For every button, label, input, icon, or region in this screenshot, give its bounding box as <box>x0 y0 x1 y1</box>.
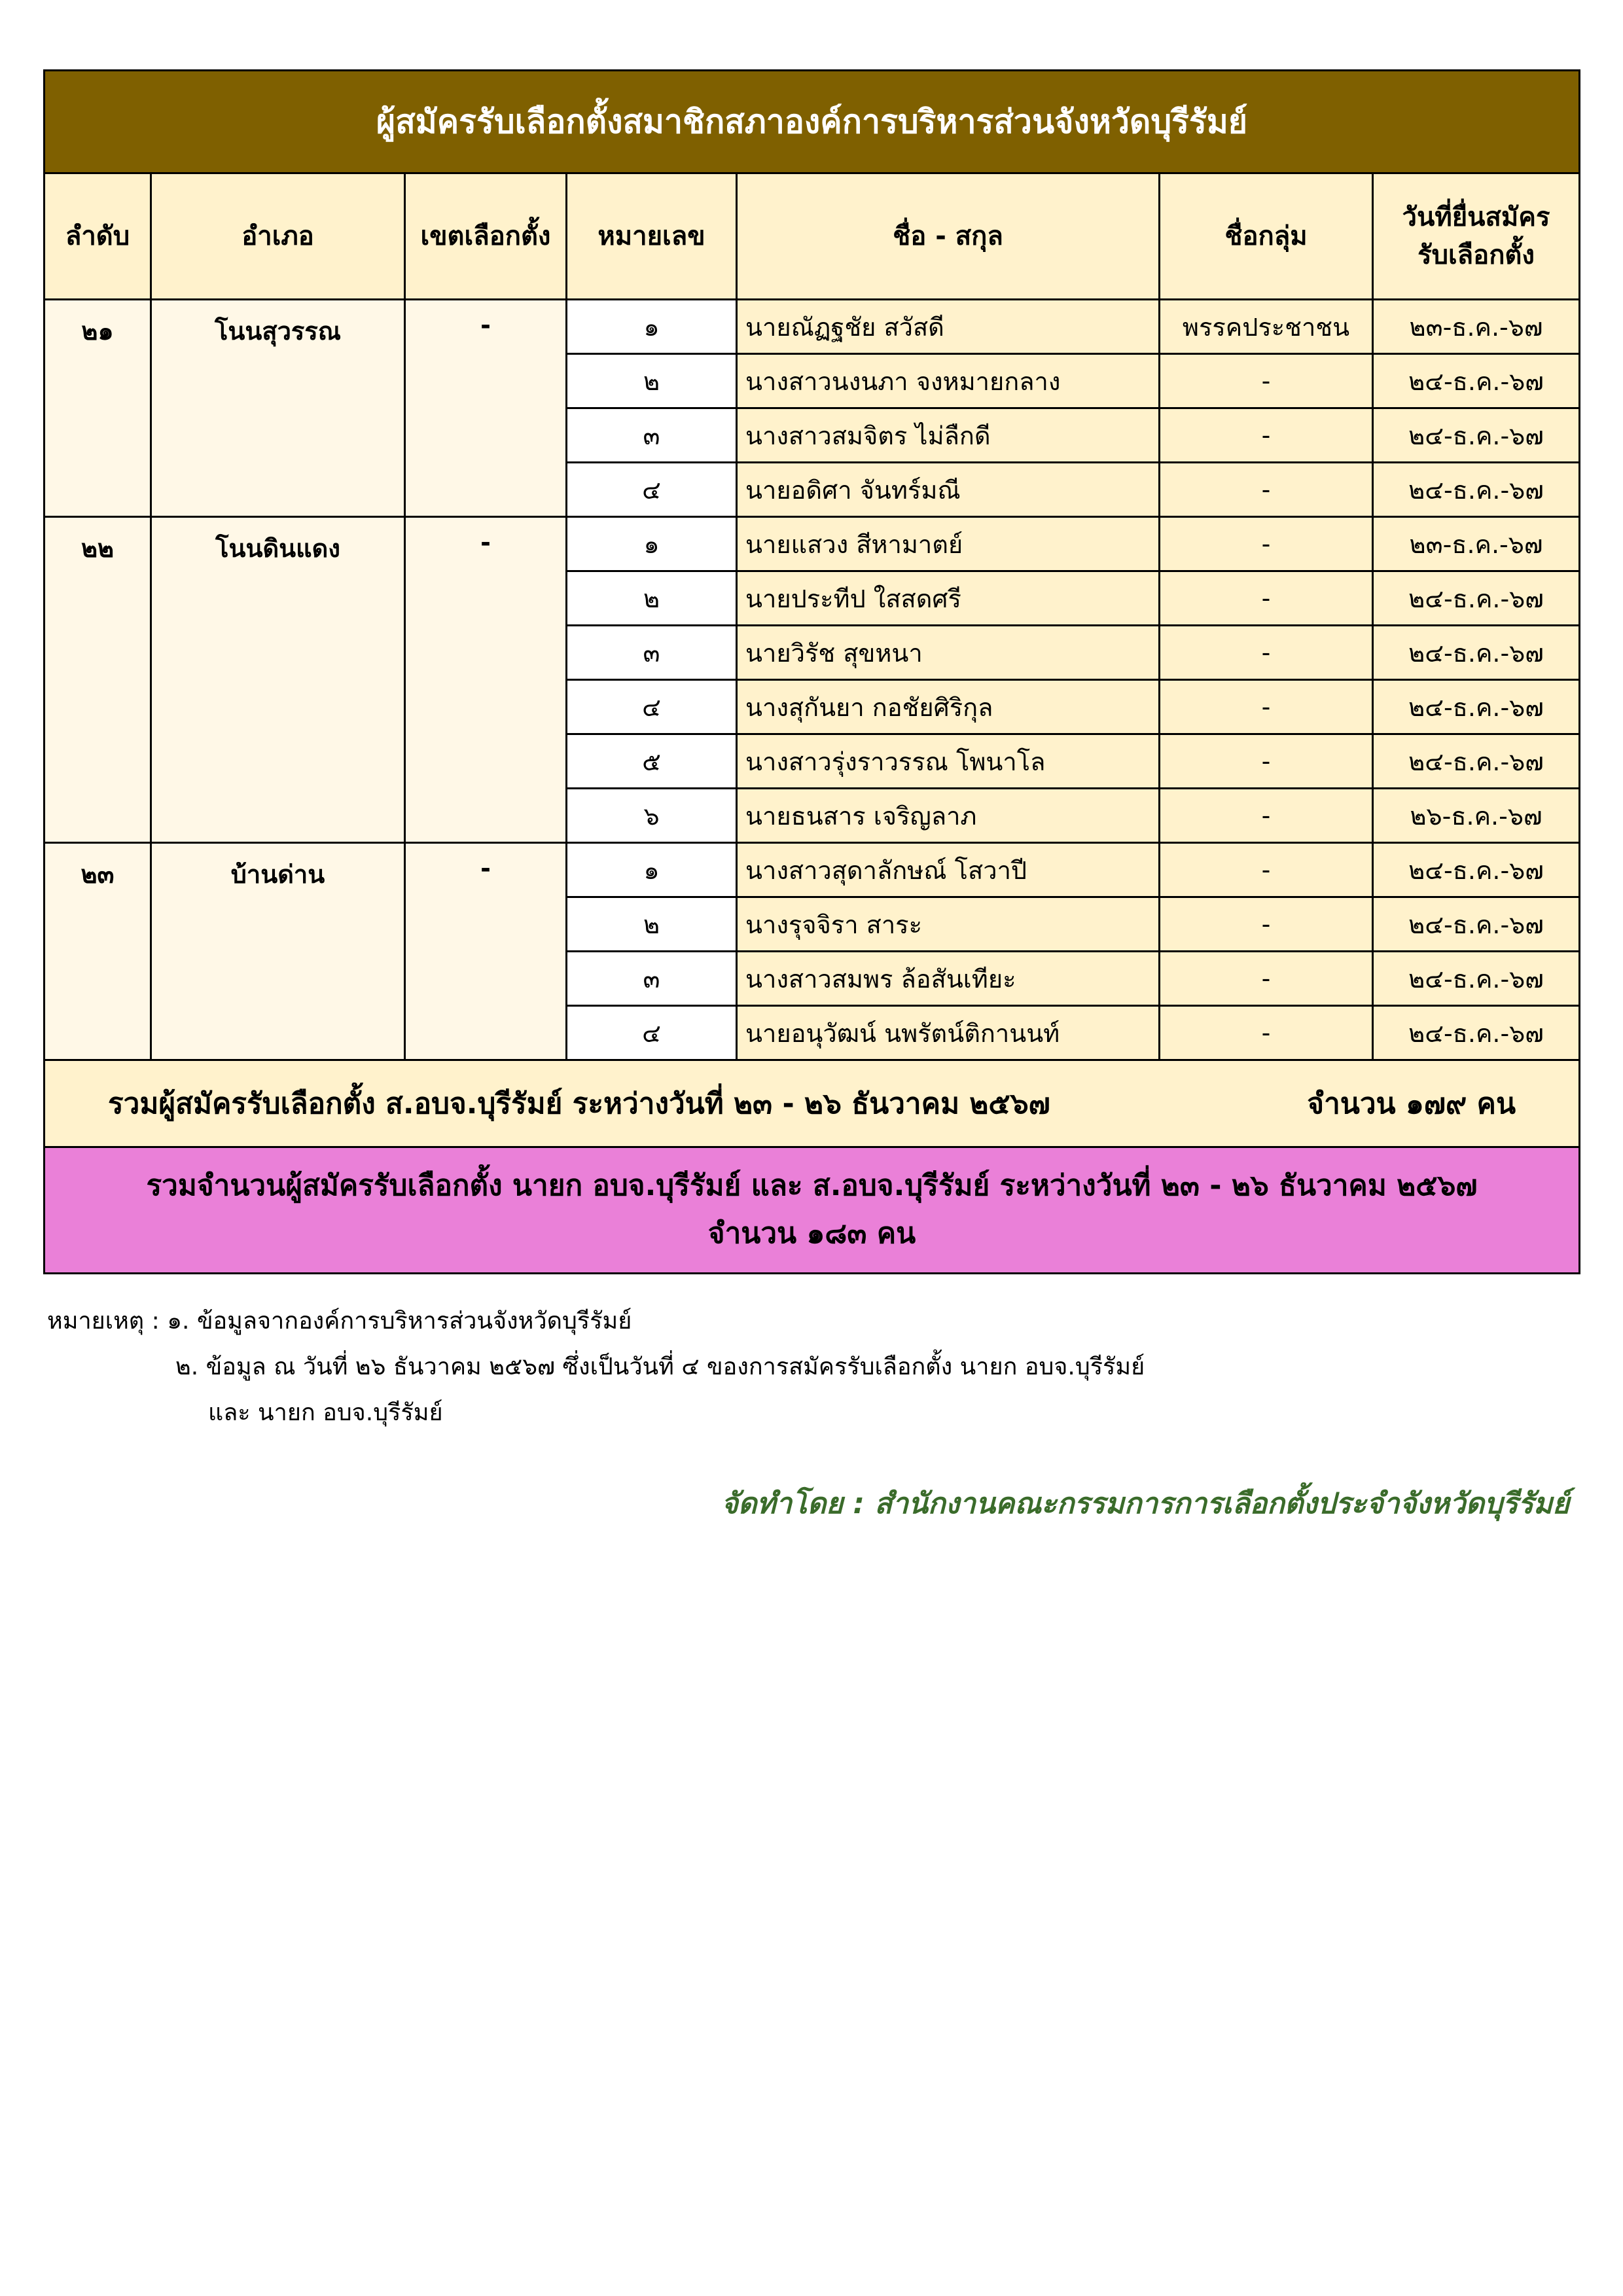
header-date-line1: วันที่ยื่นสมัคร <box>1402 202 1550 232</box>
candidate-number: ๓ <box>567 408 737 463</box>
candidate-name: นายธนสาร เจริญลาภ <box>737 789 1160 843</box>
candidate-group: - <box>1160 463 1373 517</box>
candidate-table <box>43 69 1580 1274</box>
candidate-group: - <box>1160 626 1373 680</box>
summary-council-text: รวมผู้สมัครรับเลือกตั้ง ส.อบจ.บุรีรัมย์ ระหว่างวันที่ ๒๓ - ๒๖ ธันวาคม ๒๕๖๗ <box>108 1087 1050 1121</box>
note-line-2: ๒. ข้อมูล ณ วันที่ ๒๖ ธันวาคม ๒๕๖๗ ซึ่งเป็นวันที่ ๔ ของการสมัครรับเลือกตั้ง นายก อบจ.บุรีรัมย์ <box>175 1354 1145 1380</box>
notes <box>47 1299 1145 1436</box>
summary-council <box>45 1060 1580 1147</box>
candidate-name: นายอนุวัฒน์ นพรัตน์ติกานนท์ <box>737 1006 1160 1060</box>
note-line-1: หมายเหตุ : ๑. ข้อมูลจากองค์การบริหารส่วนจังหวัดบุรีรัมย์ <box>47 1308 632 1335</box>
summary-council-count: จำนวน ๑๗๙ คน <box>1307 1087 1516 1121</box>
table-row <box>45 300 1580 354</box>
candidate-date: ๒๔-ธ.ค.-๖๗ <box>1373 843 1580 897</box>
candidate-group: - <box>1160 897 1373 952</box>
candidate-group: - <box>1160 517 1373 571</box>
table-row <box>45 517 1580 571</box>
candidate-group: - <box>1160 734 1373 789</box>
candidate-number: ๑ <box>567 300 737 354</box>
district-constituency: - <box>405 843 567 1060</box>
candidate-group: - <box>1160 354 1373 408</box>
candidate-date: ๒๓-ธ.ค.-๖๗ <box>1373 300 1580 354</box>
candidate-date: ๒๔-ธ.ค.-๖๗ <box>1373 571 1580 626</box>
summary-total <box>45 1147 1580 1274</box>
note-line-3: และ นายก อบจ.บุรีรัมย์ <box>208 1399 443 1426</box>
candidate-group: - <box>1160 571 1373 626</box>
candidate-date: ๒๔-ธ.ค.-๖๗ <box>1373 680 1580 734</box>
candidate-date: ๒๔-ธ.ค.-๖๗ <box>1373 354 1580 408</box>
candidate-group: พรรคประชาชน <box>1160 300 1373 354</box>
candidate-name: นายวิรัช สุขหนา <box>737 626 1160 680</box>
district-name: โนนสุวรรณ <box>151 300 405 517</box>
candidate-date: ๒๖-ธ.ค.-๖๗ <box>1373 789 1580 843</box>
candidate-number: ๑ <box>567 843 737 897</box>
candidate-number: ๓ <box>567 952 737 1006</box>
candidate-number: ๓ <box>567 626 737 680</box>
candidate-number: ๑ <box>567 517 737 571</box>
candidate-group: - <box>1160 843 1373 897</box>
candidate-name: นางสุกันยา กอชัยศิริกุล <box>737 680 1160 734</box>
table-row <box>45 843 1580 897</box>
candidate-number: ๖ <box>567 789 737 843</box>
district-name: บ้านด่าน <box>151 843 405 1060</box>
candidate-rows <box>45 300 1580 1060</box>
candidate-name: นางสาวสมพร ล้อสันเทียะ <box>737 952 1160 1006</box>
candidate-date: ๒๔-ธ.ค.-๖๗ <box>1373 897 1580 952</box>
summary-total-line2: จำนวน ๑๘๓ คน <box>707 1217 916 1250</box>
header-fullname: ชื่อ - สกุล <box>737 173 1160 300</box>
candidate-number: ๔ <box>567 463 737 517</box>
candidate-group: - <box>1160 1006 1373 1060</box>
election-document <box>43 69 1578 1274</box>
candidate-name: นายอดิศา จันทร์มณี <box>737 463 1160 517</box>
header-number: หมายเลข <box>567 173 737 300</box>
district-order: ๒๒ <box>45 517 151 843</box>
candidate-name: นางสาวนงนภา จงหมายกลาง <box>737 354 1160 408</box>
header-group: ชื่อกลุ่ม <box>1160 173 1373 300</box>
candidate-date: ๒๓-ธ.ค.-๖๗ <box>1373 517 1580 571</box>
summary-total-line1: รวมจำนวนผู้สมัครรับเลือกตั้ง นายก อบจ.บุรีรัมย์ และ ส.อบจ.บุรีรัมย์ ระหว่างวันที่ ๒๓ - ๒๖ ธันวาคม ๒๕๖๗ <box>146 1169 1478 1203</box>
candidate-number: ๒ <box>567 897 737 952</box>
candidate-date: ๒๔-ธ.ค.-๖๗ <box>1373 1006 1580 1060</box>
candidate-group: - <box>1160 789 1373 843</box>
candidate-number: ๒ <box>567 354 737 408</box>
district-order: ๒๑ <box>45 300 151 517</box>
district-name: โนนดินแดง <box>151 517 405 843</box>
page-title: ผู้สมัครรับเลือกตั้งสมาชิกสภาองค์การบริหารส่วนจังหวัดบุรีรัมย์ <box>45 71 1580 173</box>
credit-line: จัดทำโดย : สำนักงานคณะกรรมการการเลือกตั้งประจำจังหวัดบุรีรัมย์ <box>721 1487 1569 1520</box>
district-order: ๒๓ <box>45 843 151 1060</box>
candidate-number: ๔ <box>567 680 737 734</box>
district-constituency: - <box>405 300 567 517</box>
header-order: ลำดับ <box>45 173 151 300</box>
candidate-date: ๒๔-ธ.ค.-๖๗ <box>1373 463 1580 517</box>
candidate-number: ๕ <box>567 734 737 789</box>
candidate-group: - <box>1160 952 1373 1006</box>
candidate-name: นางสาวสมจิตร ไม่ลืกดี <box>737 408 1160 463</box>
header-date <box>1373 173 1580 300</box>
candidate-date: ๒๔-ธ.ค.-๖๗ <box>1373 952 1580 1006</box>
candidate-name: นางสาวสุดาลักษณ์ โสวาปี <box>737 843 1160 897</box>
district-constituency: - <box>405 517 567 843</box>
candidate-number: ๒ <box>567 571 737 626</box>
header-district: อำเภอ <box>151 173 405 300</box>
candidate-name: นายณัฏฐชัย สวัสดี <box>737 300 1160 354</box>
candidate-name: นางสาวรุ่งราวรรณ โพนาโล <box>737 734 1160 789</box>
candidate-name: นายแสวง สีหามาตย์ <box>737 517 1160 571</box>
candidate-group: - <box>1160 680 1373 734</box>
candidate-group: - <box>1160 408 1373 463</box>
header-constituency: เขตเลือกตั้ง <box>405 173 567 300</box>
candidate-name: นางรุจจิรา สาระ <box>737 897 1160 952</box>
header-date-line2: รับเลือกตั้ง <box>1418 240 1535 270</box>
candidate-date: ๒๔-ธ.ค.-๖๗ <box>1373 626 1580 680</box>
candidate-date: ๒๔-ธ.ค.-๖๗ <box>1373 734 1580 789</box>
candidate-date: ๒๔-ธ.ค.-๖๗ <box>1373 408 1580 463</box>
candidate-name: นายประทีป ใสสดศรี <box>737 571 1160 626</box>
candidate-number: ๔ <box>567 1006 737 1060</box>
